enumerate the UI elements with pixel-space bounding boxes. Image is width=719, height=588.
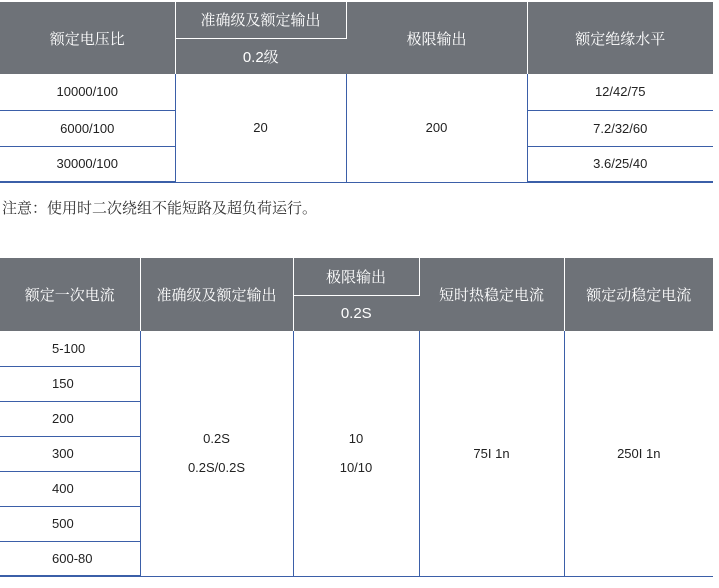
current-cell: 400	[0, 471, 140, 506]
limit-value-cell: 200	[346, 74, 527, 182]
dynamic-value-cell: 250I 1n	[564, 331, 713, 576]
current-cell: 300	[0, 436, 140, 471]
ratio-cell: 10000/100	[0, 74, 175, 110]
accuracy-value-2: 0.2S/0.2S	[187, 460, 246, 476]
table-row	[0, 331, 713, 366]
header-limit-output: 极限输出	[293, 258, 419, 295]
voltage-ratio-table	[0, 2, 713, 183]
usage-note: 注意：使用时二次绕组不能短路及超负荷运行。	[2, 199, 318, 217]
header-limit-output: 极限输出	[346, 2, 527, 74]
header-accuracy-class: 0.2级	[175, 38, 346, 74]
header-short-time-thermal-current: 短时热稳定电流	[419, 258, 564, 331]
accuracy-value-cell	[140, 331, 293, 576]
header-rated-dynamic-current: 额定动稳定电流	[564, 258, 713, 331]
header-accuracy-output: 准确级及额定输出	[140, 258, 293, 331]
current-cell: 500	[0, 506, 140, 541]
table-row	[0, 74, 713, 110]
header-insulation-level: 额定绝缘水平	[527, 2, 713, 74]
thermal-value-cell: 75I 1n	[419, 331, 564, 576]
insulation-cell: 12/42/75	[527, 74, 713, 110]
limit-value-1: 10	[348, 431, 364, 447]
current-cell: 150	[0, 366, 140, 401]
header-rated-primary-current: 额定一次电流	[0, 258, 140, 331]
header-accuracy-output: 准确级及额定输出	[175, 2, 346, 38]
current-cell: 5-100	[0, 331, 140, 366]
ratio-cell: 30000/100	[0, 146, 175, 182]
insulation-cell: 7.2/32/60	[527, 110, 713, 146]
header-rated-voltage-ratio: 额定电压比	[0, 2, 175, 74]
accuracy-value-cell: 20	[175, 74, 346, 182]
ratio-cell: 6000/100	[0, 110, 175, 146]
limit-value-cell	[293, 331, 419, 576]
insulation-cell: 3.6/25/40	[527, 146, 713, 182]
current-cell: 600-80	[0, 541, 140, 576]
limit-value-2: 10/10	[339, 460, 373, 476]
current-ratio-table	[0, 258, 713, 577]
header-limit-class: 0.2S	[293, 295, 419, 331]
accuracy-value-1: 0.2S	[203, 431, 230, 447]
current-cell: 200	[0, 401, 140, 436]
